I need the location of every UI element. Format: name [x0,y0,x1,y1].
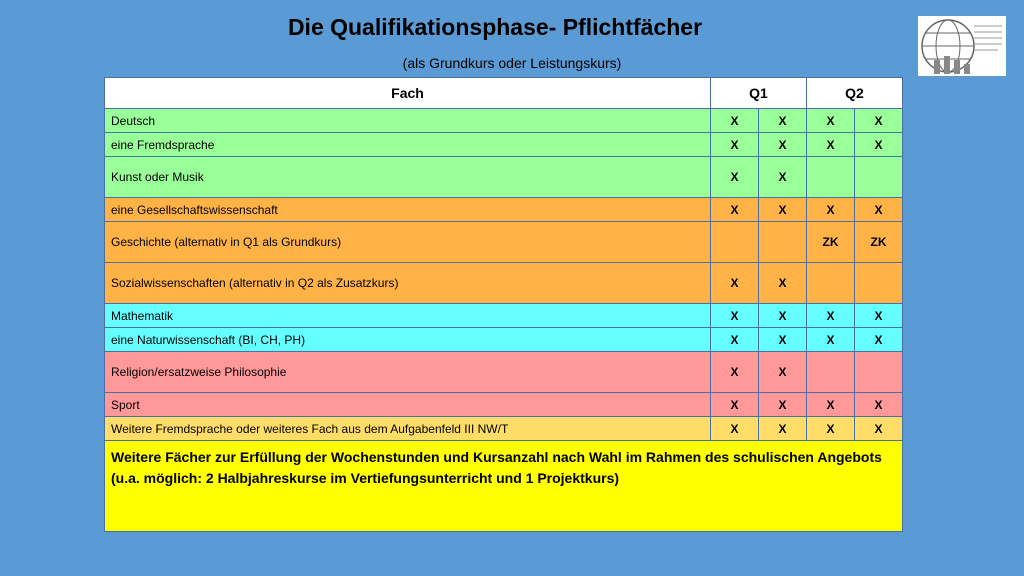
subject-cell: Sport [105,393,711,417]
subject-cell: Weitere Fremdsprache oder weiteres Fach aus dem Aufgabenfeld III NW/T [105,417,711,441]
mark-cell: ZK [855,222,903,263]
mark-cell: X [855,198,903,222]
mark-cell: X [711,417,759,441]
mark-cell: X [807,304,855,328]
mark-cell: X [759,304,807,328]
final-note-line2: (u.a. möglich: 2 Halbjahreskurse im Vertiefungsunterricht und 1 Projektkurs) [111,470,620,486]
final-note-line1: Weitere Fächer zur Erfüllung der Wochenstunden und Kursanzahl nach Wahl im Rahmen des schulischen Angebots [111,449,882,465]
subject-cell: eine Naturwissenschaft (BI, CH, PH) [105,328,711,352]
mark-cell: X [711,304,759,328]
page-subtitle: (als Grundkurs oder Leistungskurs) [402,55,622,71]
mark-cell: ZK [807,222,855,263]
header-subject: Fach [105,78,711,109]
table-row [105,417,903,441]
mark-cell: X [711,393,759,417]
mark-cell [759,222,807,263]
table-row [105,304,903,328]
subject-cell: Sozialwissenschaften (alternativ in Q2 als Zusatzkurs) [105,263,711,304]
table-row [105,393,903,417]
mark-cell: X [807,109,855,133]
table-row [105,263,903,304]
table-row [105,352,903,393]
mark-cell [855,352,903,393]
mark-cell: X [759,352,807,393]
mark-cell: X [759,198,807,222]
mark-cell: X [807,328,855,352]
mark-cell: X [855,304,903,328]
subject-cell: eine Fremdsprache [105,133,711,157]
table-row [105,109,903,133]
mark-cell [711,222,759,263]
subject-cell: Deutsch [105,109,711,133]
mark-cell: X [855,417,903,441]
mark-cell: X [759,417,807,441]
mark-cell: X [759,328,807,352]
table-row [105,198,903,222]
mark-cell: X [759,133,807,157]
mark-cell [855,263,903,304]
mark-cell: X [855,109,903,133]
table-row [105,328,903,352]
header-q2: Q2 [807,78,903,109]
mark-cell: X [759,157,807,198]
subject-cell: Mathematik [105,304,711,328]
table-row [105,133,903,157]
mark-cell: X [759,393,807,417]
mark-cell [855,157,903,198]
mark-cell: X [711,133,759,157]
subject-cell: Geschichte (alternativ in Q1 als Grundkurs) [105,222,711,263]
school-logo [918,16,1006,76]
mark-cell: X [711,263,759,304]
final-note-cell [105,441,903,532]
page-title: Die Qualifikationsphase- Pflichtfächer [287,14,703,40]
mark-cell: X [855,133,903,157]
table-row [105,222,903,263]
mark-cell [807,263,855,304]
mark-cell: X [711,157,759,198]
mark-cell: X [855,328,903,352]
header-q1: Q1 [711,78,807,109]
subject-cell: Kunst oder Musik [105,157,711,198]
mark-cell: X [759,263,807,304]
mark-cell [807,352,855,393]
subjects-table [104,77,903,532]
subject-cell: eine Gesellschaftswissenschaft [105,198,711,222]
mark-cell: X [807,417,855,441]
mark-cell: X [711,198,759,222]
mark-cell: X [711,109,759,133]
table-header-row [105,78,903,109]
mark-cell: X [759,109,807,133]
mark-cell: X [807,133,855,157]
table-footer-row [105,441,903,532]
table-row [105,157,903,198]
mark-cell [807,157,855,198]
subject-cell: Religion/ersatzweise Philosophie [105,352,711,393]
mark-cell: X [807,198,855,222]
mark-cell: X [711,352,759,393]
mark-cell: X [855,393,903,417]
mark-cell: X [711,328,759,352]
mark-cell: X [807,393,855,417]
